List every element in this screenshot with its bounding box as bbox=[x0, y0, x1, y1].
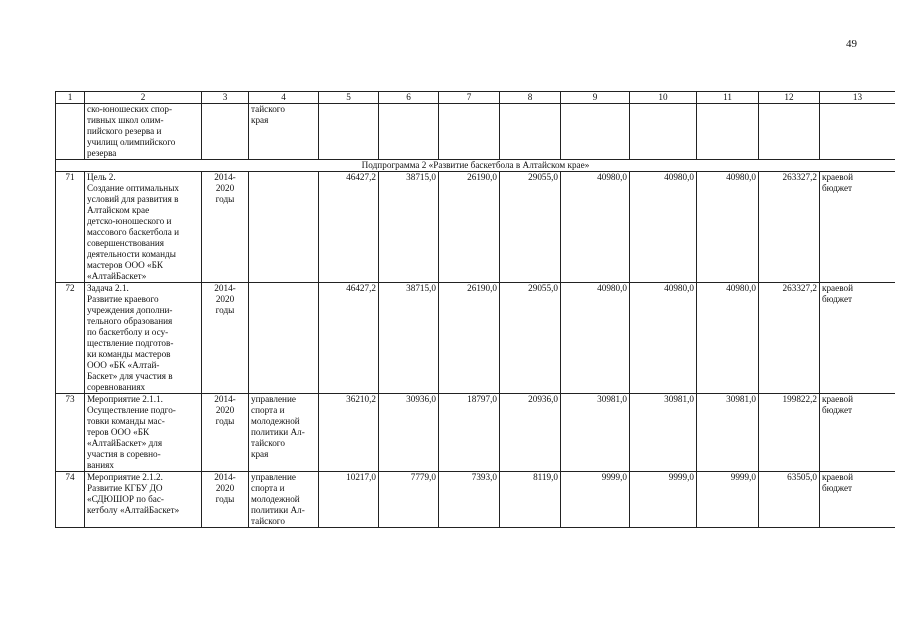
value-2014: 10217,0 bbox=[319, 472, 379, 528]
column-number: 7 bbox=[439, 92, 500, 104]
value-2019: 40980,0 bbox=[630, 283, 697, 394]
row-name: Задача 2.1. Развитие краевого учреждения дополни- тельного образования по баскетболу и осу- ществление подготов- ки команды мастеров ООО «БК «Алтай- Баскет» для участия в соревнованиях bbox=[87, 283, 174, 392]
value-2014: 46427,2 bbox=[319, 172, 379, 283]
column-number: 4 bbox=[249, 92, 319, 104]
value-2019: 30981,0 bbox=[630, 394, 697, 472]
value-2015: 30936,0 bbox=[379, 394, 439, 472]
continued-row-name: ско-юношеских спор- тивных школ олим- пийского резерва и училищ олимпийского резерва bbox=[87, 104, 176, 158]
program-table bbox=[55, 91, 895, 528]
column-number: 11 bbox=[697, 92, 759, 104]
value-2015: 38715,0 bbox=[379, 283, 439, 394]
value-2018: 30981,0 bbox=[561, 394, 630, 472]
column-number: 12 bbox=[759, 92, 820, 104]
value-2018: 9999,0 bbox=[561, 472, 630, 528]
row-years: 2014- 2020 годы bbox=[214, 394, 236, 426]
funding-source: краевой бюджет bbox=[822, 394, 853, 415]
table-row bbox=[56, 172, 896, 283]
table-row-continued bbox=[56, 104, 896, 160]
value-2018: 40980,0 bbox=[561, 172, 630, 283]
column-number: 13 bbox=[820, 92, 896, 104]
value-total: 263327,2 bbox=[759, 172, 820, 283]
subprogram-heading-row bbox=[56, 160, 896, 172]
column-number-row bbox=[56, 92, 896, 104]
row-name: Цель 2. Создание оптимальных условий для развития в Алтайском крае детско-юношеского и массового баскетбола и совершенствования деятельности команды мастеров ООО «БК «АлтайБаскет» bbox=[87, 172, 180, 281]
value-2019: 40980,0 bbox=[630, 172, 697, 283]
value-2016: 26190,0 bbox=[439, 172, 500, 283]
value-2017: 29055,0 bbox=[500, 172, 561, 283]
row-name: Мероприятие 2.1.2. Развитие КГБУ ДО «СДЮШОР по бас- кетболу «АлтайБаскет» bbox=[87, 472, 180, 515]
value-2016: 26190,0 bbox=[439, 283, 500, 394]
program-table-container bbox=[55, 91, 895, 594]
row-id: 72 bbox=[56, 283, 85, 394]
column-number: 9 bbox=[561, 92, 630, 104]
row-name: Мероприятие 2.1.1. Осуществление подго- товки команды мас- теров ООО «БК «АлтайБаскет» для участия в соревно- ваниях bbox=[87, 394, 176, 470]
row-years: 2014- 2020 годы bbox=[214, 472, 236, 504]
value-2016: 7393,0 bbox=[439, 472, 500, 528]
value-2016: 18797,0 bbox=[439, 394, 500, 472]
row-years: 2014- 2020 годы bbox=[214, 172, 236, 204]
table-row bbox=[56, 394, 896, 472]
value-2018: 40980,0 bbox=[561, 283, 630, 394]
row-id: 74 bbox=[56, 472, 85, 528]
column-number: 2 bbox=[85, 92, 202, 104]
row-executor: управление спорта и молодежной политики Ал- тайского bbox=[251, 472, 305, 526]
value-2020: 9999,0 bbox=[697, 472, 759, 528]
column-number: 5 bbox=[319, 92, 379, 104]
row-id: 71 bbox=[56, 172, 85, 283]
column-number: 10 bbox=[630, 92, 697, 104]
value-2015: 38715,0 bbox=[379, 172, 439, 283]
continued-row-executor: тайского края bbox=[251, 104, 285, 125]
row-years: 2014- 2020 годы bbox=[214, 283, 236, 315]
column-number: 3 bbox=[202, 92, 249, 104]
value-2017: 8119,0 bbox=[500, 472, 561, 528]
value-2019: 9999,0 bbox=[630, 472, 697, 528]
page-number: 49 bbox=[846, 38, 857, 50]
value-2017: 29055,0 bbox=[500, 283, 561, 394]
row-executor: управление спорта и молодежной политики Ал- тайского края bbox=[251, 394, 305, 459]
value-2017: 20936,0 bbox=[500, 394, 561, 472]
value-2014: 36210,2 bbox=[319, 394, 379, 472]
row-id: 73 bbox=[56, 394, 85, 472]
funding-source: краевой бюджет bbox=[822, 172, 853, 193]
subprogram-title: Подпрограмма 2 «Развитие баскетбола в Алтайском крае» bbox=[56, 160, 896, 172]
value-total: 199822,2 bbox=[759, 394, 820, 472]
value-2020: 40980,0 bbox=[697, 172, 759, 283]
value-2020: 30981,0 bbox=[697, 394, 759, 472]
column-number: 1 bbox=[56, 92, 85, 104]
value-2015: 7779,0 bbox=[379, 472, 439, 528]
table-row bbox=[56, 283, 896, 394]
value-2014: 46427,2 bbox=[319, 283, 379, 394]
column-number: 6 bbox=[379, 92, 439, 104]
column-number: 8 bbox=[500, 92, 561, 104]
value-2020: 40980,0 bbox=[697, 283, 759, 394]
value-total: 263327,2 bbox=[759, 283, 820, 394]
table-row bbox=[56, 472, 896, 528]
value-total: 63505,0 bbox=[759, 472, 820, 528]
funding-source: краевой бюджет bbox=[822, 283, 853, 304]
funding-source: краевой бюджет bbox=[822, 472, 853, 493]
